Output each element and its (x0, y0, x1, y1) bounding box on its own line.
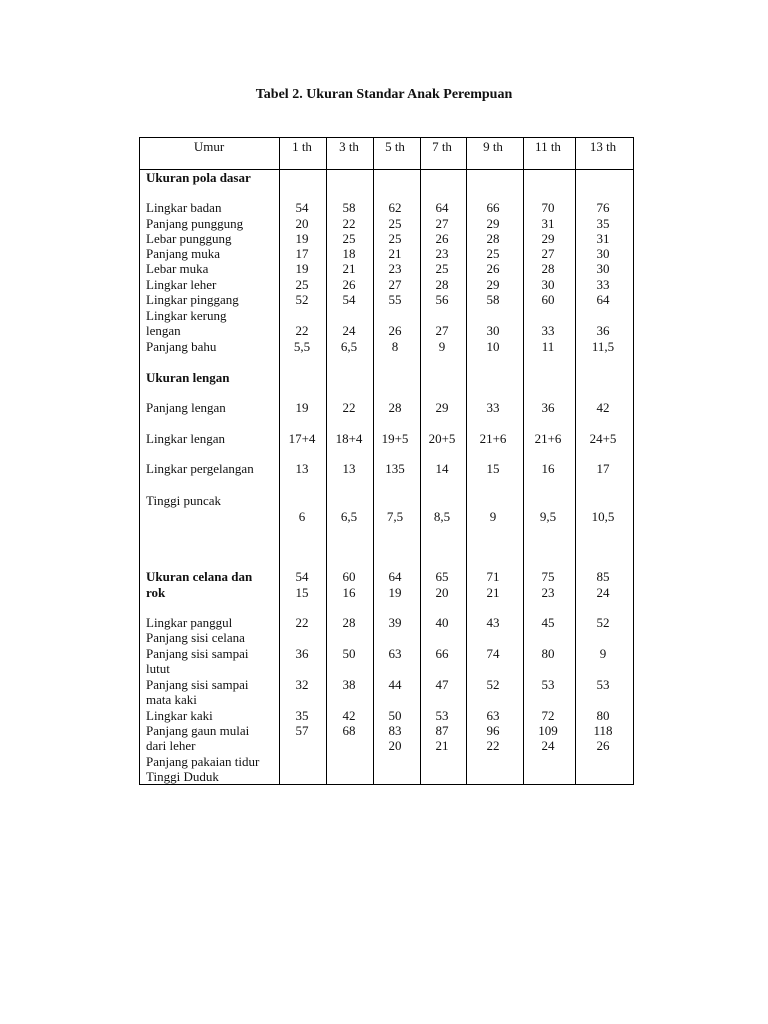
table-cell: 26 (342, 277, 356, 292)
table-cell: 11,5 (591, 339, 615, 354)
table-cell: 17 (596, 461, 610, 476)
header-age-9: 9 th (483, 139, 503, 154)
table-cell: 19 (295, 261, 309, 276)
table-cell: 8,5 (433, 509, 451, 524)
table-cell: 18+4 (335, 431, 363, 446)
table-cell: 64 (435, 200, 449, 215)
row-label: dari leher (146, 738, 196, 753)
table-cell: 25 (388, 216, 402, 231)
table-cell: 15 (295, 585, 309, 600)
table-cell: 21+6 (479, 431, 507, 446)
table-cell: 27 (388, 277, 402, 292)
table-cell: 31 (596, 231, 610, 246)
section-heading-celana-rok-2: rok (146, 585, 166, 600)
table-cell: 11 (541, 339, 555, 354)
table-cell: 17+4 (288, 431, 316, 446)
column-divider (466, 138, 467, 784)
row-label: Lebar punggung (146, 231, 232, 246)
table-cell: 36 (295, 646, 309, 661)
row-label: Panjang sisi sampai (146, 646, 249, 661)
table-cell: 96 (486, 723, 500, 738)
table-cell: 135 (385, 461, 405, 476)
table-cell: 19 (388, 585, 402, 600)
table-cell: 53 (596, 677, 610, 692)
table-cell: 10 (486, 339, 500, 354)
table-cell: 25 (295, 277, 309, 292)
row-label: Panjang sisi sampai (146, 677, 249, 692)
table-cell: 60 (342, 569, 356, 584)
table-cell: 56 (435, 292, 449, 307)
table-cell: 44 (388, 677, 402, 692)
table-cell: 25 (388, 231, 402, 246)
table-cell: 30 (541, 277, 555, 292)
table-cell: 83 (388, 723, 402, 738)
table-cell: 25 (435, 261, 449, 276)
table-cell: 35 (295, 708, 309, 723)
table-cell: 63 (388, 646, 402, 661)
table-cell: 75 (541, 569, 555, 584)
table-cell: 68 (342, 723, 356, 738)
row-label: Lingkar lengan (146, 431, 226, 446)
table-cell: 42 (342, 708, 356, 723)
table-cell: 26 (388, 323, 402, 338)
table-cell: 54 (342, 292, 356, 307)
table-cell: 28 (388, 400, 402, 415)
table-cell: 64 (596, 292, 610, 307)
table-cell: 70 (541, 200, 555, 215)
table-cell: 21+6 (534, 431, 562, 446)
table-cell: 36 (596, 323, 610, 338)
table-cell: 52 (486, 677, 500, 692)
header-age-3: 3 th (339, 139, 359, 154)
table-cell: 5,5 (293, 339, 311, 354)
table-cell: 28 (435, 277, 449, 292)
table-cell: 53 (541, 677, 555, 692)
table-cell: 24 (541, 738, 555, 753)
table-cell: 40 (435, 615, 449, 630)
table-cell: 39 (388, 615, 402, 630)
table-cell: 22 (342, 216, 356, 231)
row-label: mata kaki (146, 692, 197, 707)
table-cell: 27 (541, 246, 555, 261)
section-heading-lengan: Ukuran lengan (146, 370, 230, 385)
table-cell: 13 (342, 461, 356, 476)
table-cell: 32 (295, 677, 309, 692)
table-cell: 6,5 (340, 339, 358, 354)
table-cell: 24 (342, 323, 356, 338)
column-divider (373, 138, 374, 784)
table-cell: 20 (295, 216, 309, 231)
table-cell: 65 (435, 569, 449, 584)
table-cell: 19+5 (381, 431, 409, 446)
table-cell: 28 (541, 261, 555, 276)
table-cell: 50 (342, 646, 356, 661)
table-cell: 24+5 (589, 431, 617, 446)
table-cell: 23 (388, 261, 402, 276)
table-cell: 23 (435, 246, 449, 261)
table-cell: 55 (388, 292, 402, 307)
table-cell: 66 (486, 200, 500, 215)
table-cell: 38 (342, 677, 356, 692)
table-cell: 54 (295, 200, 309, 215)
header-age-7: 7 th (432, 139, 452, 154)
row-label: Tinggi Duduk (146, 769, 219, 784)
table-cell: 22 (295, 323, 309, 338)
table-cell: 47 (435, 677, 449, 692)
table-cell: 9 (438, 339, 446, 354)
table-cell: 22 (342, 400, 356, 415)
table-cell: 35 (596, 216, 610, 231)
table-cell: 30 (596, 261, 610, 276)
table-cell: 20 (388, 738, 402, 753)
table-cell: 52 (295, 292, 309, 307)
table-cell: 36 (541, 400, 555, 415)
table-cell: 58 (486, 292, 500, 307)
row-label: Lingkar pinggang (146, 292, 239, 307)
section-heading-celana-rok: Ukuran celana dan (146, 569, 253, 584)
header-age-11: 11 th (535, 139, 561, 154)
table-cell: 22 (486, 738, 500, 753)
table-cell: 43 (486, 615, 500, 630)
table-cell: 18 (342, 246, 356, 261)
row-label: Lingkar leher (146, 277, 217, 292)
table-cell: 27 (435, 323, 449, 338)
table-cell: 60 (541, 292, 555, 307)
table-cell: 50 (388, 708, 402, 723)
table-cell: 53 (435, 708, 449, 723)
column-divider (575, 138, 576, 784)
header-age-5: 5 th (385, 139, 405, 154)
row-label: Lingkar kerung (146, 308, 227, 323)
table-cell: 14 (435, 461, 449, 476)
table-cell: 42 (596, 400, 610, 415)
table-cell: 24 (596, 585, 610, 600)
table-cell: 9 (489, 509, 497, 524)
table-cell: 15 (486, 461, 500, 476)
table-cell: 109 (538, 723, 558, 738)
table-cell: 8 (391, 339, 399, 354)
table-cell: 20 (435, 585, 449, 600)
table-cell: 57 (295, 723, 309, 738)
table-cell: 23 (541, 585, 555, 600)
column-divider (420, 138, 421, 784)
table-cell: 9 (599, 646, 607, 661)
row-label: Panjang bahu (146, 339, 217, 354)
table-cell: 33 (596, 277, 610, 292)
table-cell: 80 (596, 708, 610, 723)
table-cell: 29 (435, 400, 449, 415)
page-title: Tabel 2. Ukuran Standar Anak Perempuan (255, 87, 513, 102)
table-cell: 6 (298, 509, 306, 524)
table-cell: 28 (342, 615, 356, 630)
table-cell: 19 (295, 231, 309, 246)
table-cell: 85 (596, 569, 610, 584)
table-cell: 76 (596, 200, 610, 215)
table-cell: 118 (593, 723, 613, 738)
row-label: lutut (146, 661, 170, 676)
row-label: Panjang lengan (146, 400, 226, 415)
table-cell: 21 (388, 246, 402, 261)
table-cell: 21 (342, 261, 356, 276)
table-cell: 13 (295, 461, 309, 476)
table-cell: 30 (486, 323, 500, 338)
table-cell: 28 (486, 231, 500, 246)
table-cell: 26 (435, 231, 449, 246)
table-cell: 30 (596, 246, 610, 261)
row-label: Panjang punggung (146, 216, 244, 231)
table-cell: 29 (541, 231, 555, 246)
row-label: Tinggi puncak (146, 493, 221, 508)
table-cell: 26 (596, 738, 610, 753)
row-label: Panjang pakaian tidur (146, 754, 260, 769)
table-cell: 52 (596, 615, 610, 630)
table-cell: 87 (435, 723, 449, 738)
table-cell: 19 (295, 400, 309, 415)
table-cell: 72 (541, 708, 555, 723)
header-age-1: 1 th (292, 139, 312, 154)
row-label: Panjang sisi celana (146, 630, 245, 645)
row-label: Panjang muka (146, 246, 221, 261)
row-label: lengan (146, 323, 181, 338)
table-cell: 10,5 (591, 509, 615, 524)
table-cell: 62 (388, 200, 402, 215)
header-umur: Umur (193, 139, 225, 154)
table-cell: 66 (435, 646, 449, 661)
table-cell: 29 (486, 277, 500, 292)
table-cell: 21 (435, 738, 449, 753)
table-cell: 16 (541, 461, 555, 476)
table-cell: 27 (435, 216, 449, 231)
table-cell: 22 (295, 615, 309, 630)
table-cell: 25 (342, 231, 356, 246)
table-cell: 26 (486, 261, 500, 276)
table-cell: 64 (388, 569, 402, 584)
table-cell: 9,5 (539, 509, 557, 524)
table-cell: 17 (295, 246, 309, 261)
table-cell: 58 (342, 200, 356, 215)
table-cell: 63 (486, 708, 500, 723)
row-label: Lingkar kaki (146, 708, 213, 723)
table-cell: 6,5 (340, 509, 358, 524)
table-cell: 7,5 (386, 509, 404, 524)
table-cell: 16 (342, 585, 356, 600)
table-cell: 31 (541, 216, 555, 231)
section-heading-pola-dasar: Ukuran pola dasar (146, 170, 251, 185)
table-cell: 33 (541, 323, 555, 338)
row-label: Panjang gaun mulai (146, 723, 250, 738)
table-cell: 71 (486, 569, 500, 584)
row-label: Lebar muka (146, 261, 209, 276)
row-label: Lingkar panggul (146, 615, 233, 630)
row-label: Lingkar pergelangan (146, 461, 254, 476)
column-divider (523, 138, 524, 784)
table-cell: 20+5 (428, 431, 456, 446)
table-cell: 54 (295, 569, 309, 584)
table-cell: 45 (541, 615, 555, 630)
row-label: Lingkar badan (146, 200, 222, 215)
column-divider (326, 138, 327, 784)
table-cell: 74 (486, 646, 500, 661)
table-cell: 29 (486, 216, 500, 231)
table-cell: 25 (486, 246, 500, 261)
table-cell: 21 (486, 585, 500, 600)
column-divider (279, 138, 280, 784)
table-cell: 33 (486, 400, 500, 415)
header-age-13: 13 th (589, 139, 617, 154)
table-cell: 80 (541, 646, 555, 661)
